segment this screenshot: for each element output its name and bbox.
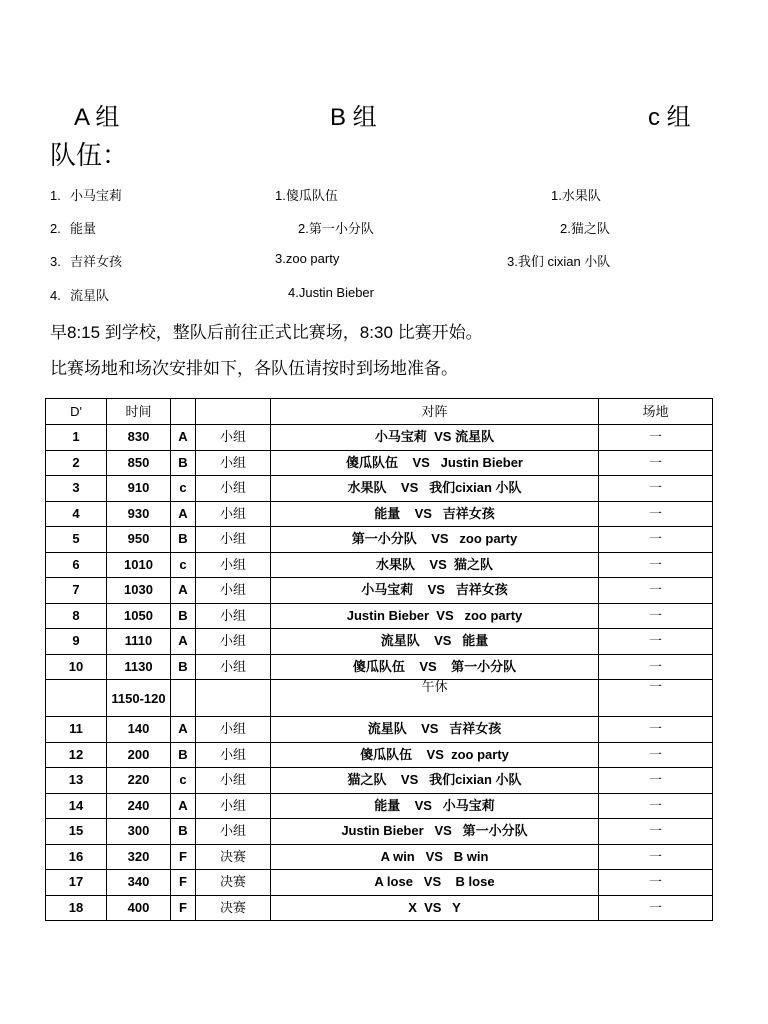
match-group: c bbox=[171, 552, 196, 578]
table-row bbox=[46, 768, 713, 794]
match-time: 1150-120 bbox=[107, 680, 171, 717]
match-teams: Justin Bieber VS 第一小分队 bbox=[271, 819, 599, 845]
table-row bbox=[46, 870, 713, 896]
match-time: 830 bbox=[107, 425, 171, 451]
match-teams: 流星队 VS 吉祥女孩 bbox=[271, 717, 599, 743]
match-teams: 午休 bbox=[271, 680, 599, 717]
match-type: 小组 bbox=[196, 527, 271, 553]
list-c-item: 1.水果队 bbox=[551, 188, 601, 203]
match-number: 16 bbox=[46, 844, 107, 870]
match-time: 1030 bbox=[107, 578, 171, 604]
list-a-item: 2. 能量 bbox=[50, 221, 97, 236]
match-teams: Justin Bieber VS zoo party bbox=[271, 603, 599, 629]
table-row bbox=[46, 844, 713, 870]
match-time: 1130 bbox=[107, 654, 171, 680]
match-teams: 猫之队 VS 我们cixian 小队 bbox=[271, 768, 599, 794]
match-teams: 水果队 VS 我们cixian 小队 bbox=[271, 476, 599, 502]
match-venue: 一 bbox=[599, 717, 713, 743]
match-teams: A win VS B win bbox=[271, 844, 599, 870]
match-type: 小组 bbox=[196, 501, 271, 527]
intro-paragraph-1: 早8:15 到学校，整队后前往正式比赛场，8:30 比赛开始。 bbox=[50, 323, 483, 342]
match-teams: 水果队 VS 猫之队 bbox=[271, 552, 599, 578]
list-a-item: 3. 吉祥女孩 bbox=[50, 254, 123, 269]
match-type: 小组 bbox=[196, 793, 271, 819]
match-number: 6 bbox=[46, 552, 107, 578]
match-venue: 一 bbox=[599, 527, 713, 553]
header-type bbox=[196, 399, 271, 425]
teams-title: 队伍： bbox=[50, 140, 129, 170]
match-type: 小组 bbox=[196, 578, 271, 604]
match-time: 1010 bbox=[107, 552, 171, 578]
list-c-item: 2.猫之队 bbox=[560, 221, 610, 236]
match-teams: A lose VS B lose bbox=[271, 870, 599, 896]
match-type: 小组 bbox=[196, 425, 271, 451]
list-b-item: 4.Justin Bieber bbox=[288, 285, 374, 300]
match-venue: 一 bbox=[599, 742, 713, 768]
match-teams: 小马宝莉 VS 流星队 bbox=[271, 425, 599, 451]
match-number: 12 bbox=[46, 742, 107, 768]
list-a-item: 1. 小马宝莉 bbox=[50, 188, 123, 203]
table-row bbox=[46, 476, 713, 502]
match-group: B bbox=[171, 450, 196, 476]
match-number: 2 bbox=[46, 450, 107, 476]
match-number: 3 bbox=[46, 476, 107, 502]
match-group: A bbox=[171, 793, 196, 819]
match-group: B bbox=[171, 527, 196, 553]
match-venue: 一 bbox=[599, 425, 713, 451]
match-group: A bbox=[171, 501, 196, 527]
table-row bbox=[46, 654, 713, 680]
match-venue: 一 bbox=[599, 870, 713, 896]
match-time: 240 bbox=[107, 793, 171, 819]
match-group: A bbox=[171, 578, 196, 604]
match-group: F bbox=[171, 844, 196, 870]
match-time: 220 bbox=[107, 768, 171, 794]
match-group: c bbox=[171, 476, 196, 502]
match-time: 140 bbox=[107, 717, 171, 743]
match-time: 300 bbox=[107, 819, 171, 845]
list-b-item: 3.zoo party bbox=[275, 251, 340, 266]
header-time: 时间 bbox=[107, 399, 171, 425]
table-row bbox=[46, 501, 713, 527]
match-type: 小组 bbox=[196, 476, 271, 502]
match-venue: 一 bbox=[599, 552, 713, 578]
match-time: 200 bbox=[107, 742, 171, 768]
match-venue: 一 bbox=[599, 450, 713, 476]
match-type: 决赛 bbox=[196, 870, 271, 896]
match-type: 小组 bbox=[196, 742, 271, 768]
header-number: D' bbox=[46, 399, 107, 425]
match-number: 4 bbox=[46, 501, 107, 527]
match-teams: X VS Y bbox=[271, 895, 599, 921]
match-number: 7 bbox=[46, 578, 107, 604]
table-row bbox=[46, 819, 713, 845]
match-time: 1050 bbox=[107, 603, 171, 629]
match-group: B bbox=[171, 603, 196, 629]
table-row bbox=[46, 578, 713, 604]
match-time: 910 bbox=[107, 476, 171, 502]
match-teams: 第一小分队 VS zoo party bbox=[271, 527, 599, 553]
match-number: 5 bbox=[46, 527, 107, 553]
match-type bbox=[196, 680, 271, 717]
group-a-heading: A 组 bbox=[74, 104, 120, 131]
match-type: 决赛 bbox=[196, 844, 271, 870]
list-a-item: 4. 流星队 bbox=[50, 288, 110, 303]
match-number: 11 bbox=[46, 717, 107, 743]
match-type: 小组 bbox=[196, 552, 271, 578]
match-number: 1 bbox=[46, 425, 107, 451]
match-type: 小组 bbox=[196, 629, 271, 655]
match-group: A bbox=[171, 717, 196, 743]
match-type: 小组 bbox=[196, 654, 271, 680]
match-group: B bbox=[171, 742, 196, 768]
header-venue: 场地 bbox=[599, 399, 713, 425]
match-venue: 一 bbox=[599, 793, 713, 819]
table-row bbox=[46, 552, 713, 578]
list-c-item: 3.我们 cixian 小队 bbox=[507, 254, 611, 269]
match-venue: 一 bbox=[599, 501, 713, 527]
table-row bbox=[46, 527, 713, 553]
group-b-heading: B 组 bbox=[330, 104, 377, 131]
match-number: 18 bbox=[46, 895, 107, 921]
table-row bbox=[46, 450, 713, 476]
table-row bbox=[46, 895, 713, 921]
match-time: 340 bbox=[107, 870, 171, 896]
match-number: 15 bbox=[46, 819, 107, 845]
match-time: 400 bbox=[107, 895, 171, 921]
match-venue: 一 bbox=[599, 768, 713, 794]
group-c-heading: c 组 bbox=[648, 104, 691, 131]
match-number: 9 bbox=[46, 629, 107, 655]
match-type: 小组 bbox=[196, 768, 271, 794]
match-number bbox=[46, 680, 107, 717]
match-venue: 一 bbox=[599, 603, 713, 629]
match-teams: 傻瓜队伍 VS zoo party bbox=[271, 742, 599, 768]
match-group bbox=[171, 680, 196, 717]
table-row bbox=[46, 603, 713, 629]
match-number: 17 bbox=[46, 870, 107, 896]
table-row bbox=[46, 717, 713, 743]
match-time: 930 bbox=[107, 501, 171, 527]
match-venue: 一 bbox=[599, 895, 713, 921]
match-teams: 能量 VS 小马宝莉 bbox=[271, 793, 599, 819]
match-number: 10 bbox=[46, 654, 107, 680]
match-number: 13 bbox=[46, 768, 107, 794]
match-teams: 能量 VS 吉祥女孩 bbox=[271, 501, 599, 527]
break-row bbox=[46, 680, 713, 717]
match-teams: 傻瓜队伍 VS 第一小分队 bbox=[271, 654, 599, 680]
header-group bbox=[171, 399, 196, 425]
match-teams: 傻瓜队伍 VS Justin Bieber bbox=[271, 450, 599, 476]
match-group: A bbox=[171, 629, 196, 655]
match-group: c bbox=[171, 768, 196, 794]
match-time: 850 bbox=[107, 450, 171, 476]
match-type: 小组 bbox=[196, 717, 271, 743]
match-number: 14 bbox=[46, 793, 107, 819]
match-venue: 一 bbox=[599, 680, 713, 717]
match-venue: 一 bbox=[599, 476, 713, 502]
match-venue: 一 bbox=[599, 629, 713, 655]
table-header-row bbox=[46, 399, 713, 425]
match-group: B bbox=[171, 654, 196, 680]
header-match: 对阵 bbox=[271, 399, 599, 425]
match-teams: 流星队 VS 能量 bbox=[271, 629, 599, 655]
match-group: F bbox=[171, 895, 196, 921]
schedule-table bbox=[45, 398, 713, 921]
list-b-item: 1.傻瓜队伍 bbox=[275, 188, 338, 203]
match-group: F bbox=[171, 870, 196, 896]
table-row bbox=[46, 425, 713, 451]
match-venue: 一 bbox=[599, 578, 713, 604]
match-time: 320 bbox=[107, 844, 171, 870]
match-group: B bbox=[171, 819, 196, 845]
match-type: 决赛 bbox=[196, 895, 271, 921]
match-venue: 一 bbox=[599, 654, 713, 680]
list-b-item: 2.第一小分队 bbox=[298, 221, 374, 236]
match-number: 8 bbox=[46, 603, 107, 629]
match-type: 小组 bbox=[196, 450, 271, 476]
match-teams: 小马宝莉 VS 吉祥女孩 bbox=[271, 578, 599, 604]
table-row bbox=[46, 742, 713, 768]
match-group: A bbox=[171, 425, 196, 451]
match-time: 950 bbox=[107, 527, 171, 553]
match-type: 小组 bbox=[196, 819, 271, 845]
match-type: 小组 bbox=[196, 603, 271, 629]
match-time: 1110 bbox=[107, 629, 171, 655]
table-row bbox=[46, 629, 713, 655]
table-row bbox=[46, 793, 713, 819]
match-venue: 一 bbox=[599, 844, 713, 870]
intro-paragraph-2: 比赛场地和场次安排如下，各队伍请按时到场地准备。 bbox=[50, 359, 458, 378]
match-venue: 一 bbox=[599, 819, 713, 845]
